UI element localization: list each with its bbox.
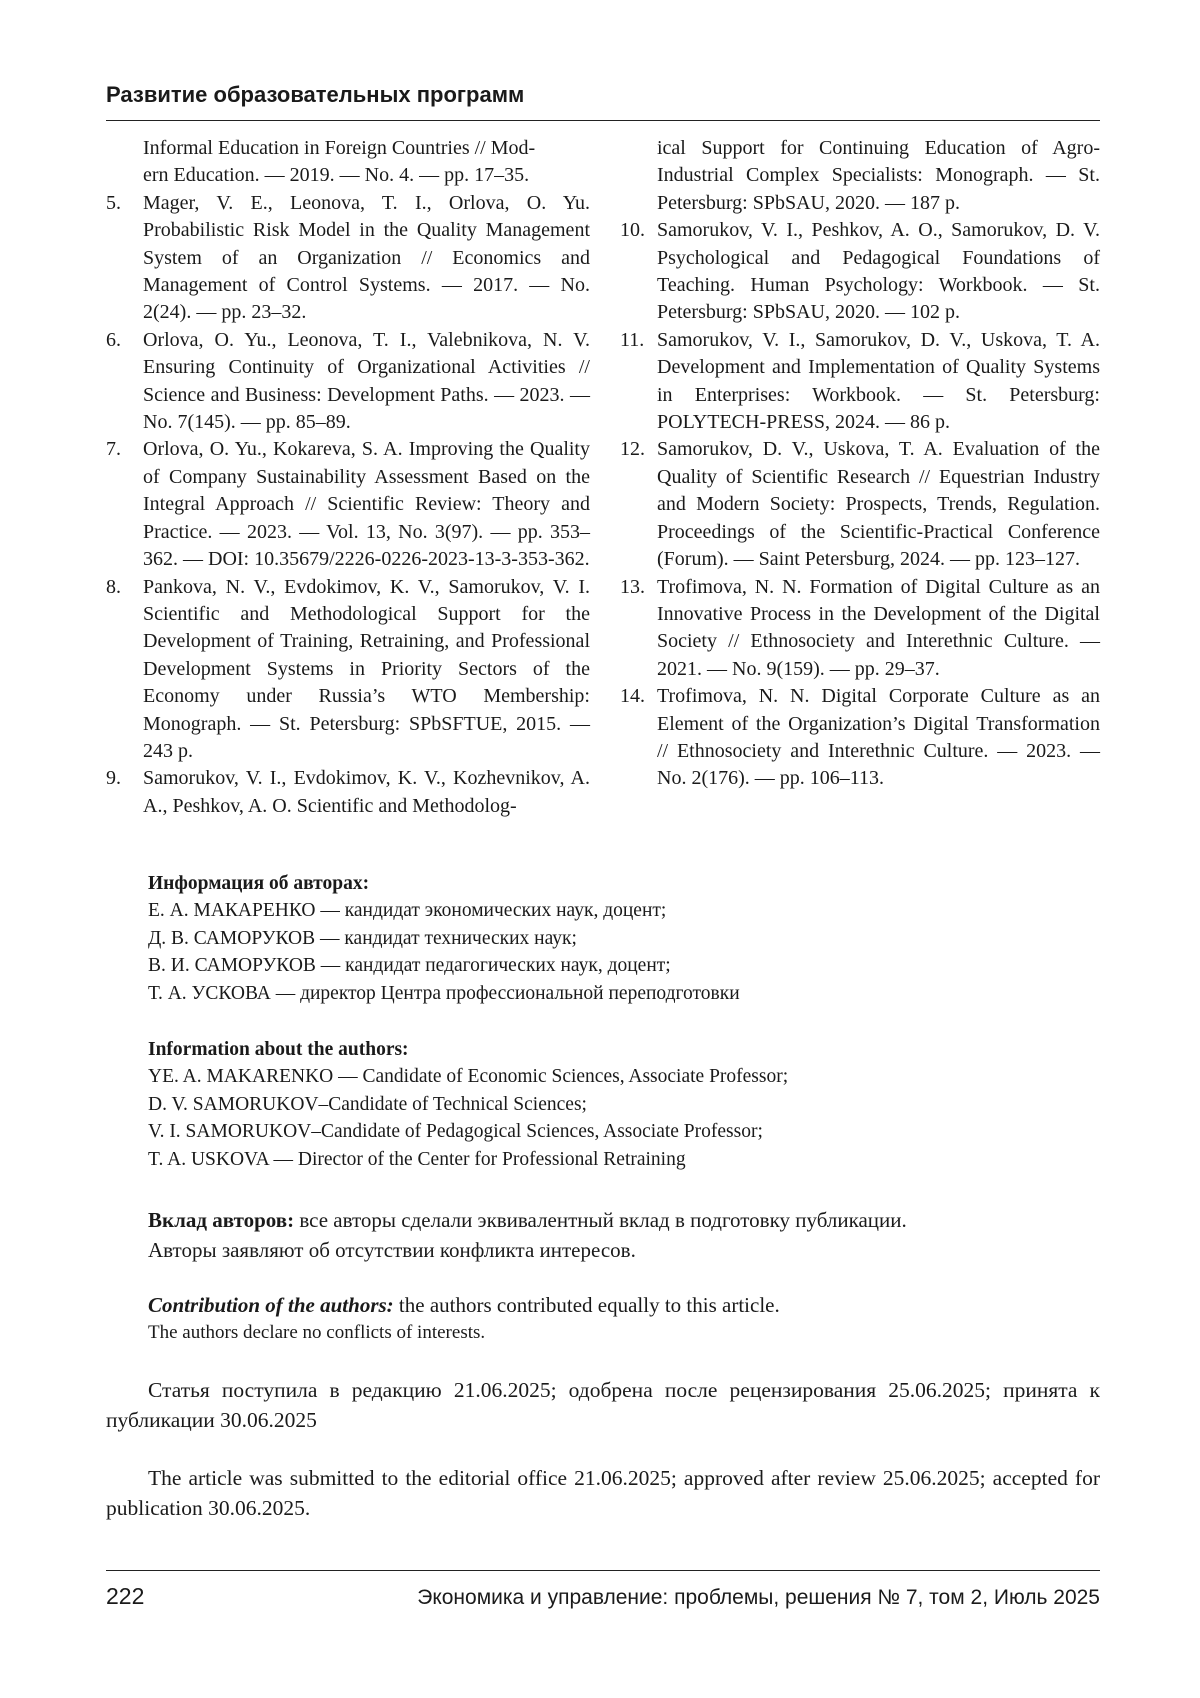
- reference-text: Mager, V. E., Leonova, T. I., Orlova, O. Yu. Probabilistic Risk Model in the Quality Management System of an Organization // Economics and Management of Control Systems. — 2017. — No. 2(24). — pp. 23–32.: [143, 191, 590, 324]
- reference-number: 13.: [620, 575, 645, 598]
- dates-en-text: The article was submitted to the editorial office 21.06.2025; approved after review 25.06.2025; accepted for publication 30.06.2025.: [106, 1466, 1100, 1520]
- reference-item: [620, 217, 1100, 327]
- reference-text: Orlova, O. Yu., Leonova, T. I., Valebnikova, N. V. Ensuring Continuity of Organizational Activities // Science and Business: Development Paths. — 2023. — No. 7(145). — pp. 85–89.: [143, 328, 590, 434]
- contribution-en: [148, 1290, 1088, 1345]
- authors-heading: Информация об авторах:: [148, 873, 370, 894]
- footer-rule: [106, 1570, 1100, 1571]
- reference-number: 14.: [620, 685, 645, 708]
- header-rule: [106, 120, 1100, 121]
- contribution-ru: [148, 1205, 1088, 1265]
- references-left-column: [106, 135, 590, 820]
- reference-number: 5.: [106, 191, 121, 214]
- reference-item: [620, 683, 1100, 793]
- reference-text: Orlova, O. Yu., Kokareva, S. A. Improving the Quality of Company Sustainability Assessment Based on the Integral Approach // Scientific Review: Theory and Practice. — 2023. — Vol. 13, No. 3(97). — pp. 353–362. — DOI: 10.35679/2226-0226-2023-13-3-353-362.: [143, 438, 590, 571]
- reference-number: 12.: [620, 438, 645, 461]
- reference-item: [106, 574, 590, 766]
- dates-ru-text: Статья поступила в редакцию 21.06.2025; одобрена после рецензирования 25.06.2025; принята к публикации 30.06.2025: [106, 1378, 1100, 1432]
- author-line: Д. В. САМОРУКОВ — кандидат технических наук;: [148, 927, 577, 949]
- reference-number: 8.: [106, 575, 121, 598]
- reference-item: [106, 765, 590, 820]
- reference-item: [620, 327, 1100, 437]
- reference-text: Samorukov, V. I., Evdokimov, K. V., Kozhevnikov, A. A., Peshkov, A. O. Scientific and Methodolog-: [143, 767, 590, 817]
- reference-text: Trofimova, N. N. Digital Corporate Culture as an Element of the Organization’s Digital Transformation // Ethnosociety and Interethnic Culture. — 2023. — No. 2(176). — pp. 106–113.: [657, 685, 1100, 790]
- authors-heading: Information about the authors:: [148, 1039, 409, 1060]
- reference-number: 11.: [620, 328, 645, 351]
- author-line: YE. A. MAKARENKO — Candidate of Economic Sciences, Associate Professor;: [148, 1066, 789, 1088]
- reference-text: Samorukov, V. I., Samorukov, D. V., Uskova, T. A. Development and Implementation of Quality Systems in Enterprises: Workbook. — St. Petersburg: POLYTECH-PRESS, 2024. — 86 p.: [657, 328, 1100, 434]
- author-line: В. И. САМОРУКОВ — кандидат педагогических наук, доцент;: [148, 955, 671, 977]
- reference-item: [620, 436, 1100, 573]
- authors-info-ru: [148, 870, 740, 1007]
- contribution-label: Вклад авторов:: [148, 1208, 295, 1232]
- reference-number: 9.: [106, 767, 121, 790]
- author-line: T. A. USKOVA — Director of the Center for Professional Retraining: [148, 1148, 686, 1170]
- author-line: Т. А. УСКОВА — директор Центра профессиональной переподготовки: [148, 982, 740, 1004]
- reference-text: Trofimova, N. N. Formation of Digital Culture as an Innovative Process in the Development of the Digital Society // Ethnosociety and Interethnic Culture. — 2021. — No. 9(159). — pp. 29–37.: [657, 575, 1100, 680]
- reference-number: 6.: [106, 328, 121, 351]
- author-line: D. V. SAMORUKOV–Candidate of Technical Sciences;: [148, 1093, 587, 1115]
- reference-number: 10.: [620, 219, 645, 242]
- reference-continued-line: ern Education. — 2019. — No. 4. — pp. 17–35.: [143, 164, 530, 187]
- journal-title: Экономика и управление: проблемы, решения № 7, том 2, Июль 2025: [417, 1586, 1100, 1609]
- authors-info-en: [148, 1036, 788, 1173]
- conflict-statement: Авторы заявляют об отсутствии конфликта интересов.: [148, 1238, 636, 1262]
- page-number: 222: [106, 1583, 145, 1609]
- conflict-statement: The authors declare no conflicts of interests.: [148, 1322, 486, 1343]
- reference-text: Pankova, N. V., Evdokimov, K. V., Samorukov, V. I. Scientific and Methodological Support for the Development of Training, Retraining, and Professional Development Systems in Priority Sectors of the Economy under Russia’s WTO Membership: Monograph. — St. Petersburg: SPbSFTUE, 2015. — 243 p.: [143, 575, 590, 762]
- running-header: Развитие образовательных программ: [106, 82, 525, 107]
- contribution-label: Contribution of the authors:: [148, 1293, 394, 1317]
- contribution-text: все авторы сделали эквивалентный вклад в подготовку публикации.: [294, 1208, 907, 1232]
- reference-text: Samorukov, V. I., Peshkov, A. O., Samorukov, D. V. Psychological and Pedagogical Foundations of Teaching. Human Psychology: Workbook. — St. Petersburg: SPbSAU, 2020. — 102 p.: [657, 219, 1100, 324]
- contribution-text: the authors contributed equally to this article.: [393, 1293, 780, 1317]
- dates-ru: [106, 1375, 1100, 1435]
- reference-continued-line: ical Support for Continuing Education of Agro-Industrial Complex Specialists: Monograph. — St. Petersburg: SPbSAU, 2020. — 187 p.: [657, 137, 1100, 214]
- reference-number: 7.: [106, 438, 121, 461]
- reference-item: [106, 327, 590, 437]
- author-line: Е. А. МАКАРЕНКО — кандидат экономических наук, доцент;: [148, 900, 667, 922]
- reference-text: Samorukov, D. V., Uskova, T. A. Evaluation of the Quality of Scientific Research // Equestrian Industry and Modern Society: Prospects, Trends, Regulation. Proceedings of the Scientific-Practical Conference (Forum). — Saint Petersburg, 2024. — pp. 123–127.: [657, 438, 1100, 571]
- author-line: V. I. SAMORUKOV–Candidate of Pedagogical Sciences, Associate Professor;: [148, 1121, 763, 1143]
- reference-item: [106, 436, 590, 573]
- reference-item: [106, 190, 590, 327]
- references-right-column: [620, 135, 1100, 793]
- reference-continued-line: Informal Education in Foreign Countries // Mod-: [143, 137, 536, 159]
- dates-en: [106, 1463, 1100, 1523]
- reference-item: [620, 574, 1100, 684]
